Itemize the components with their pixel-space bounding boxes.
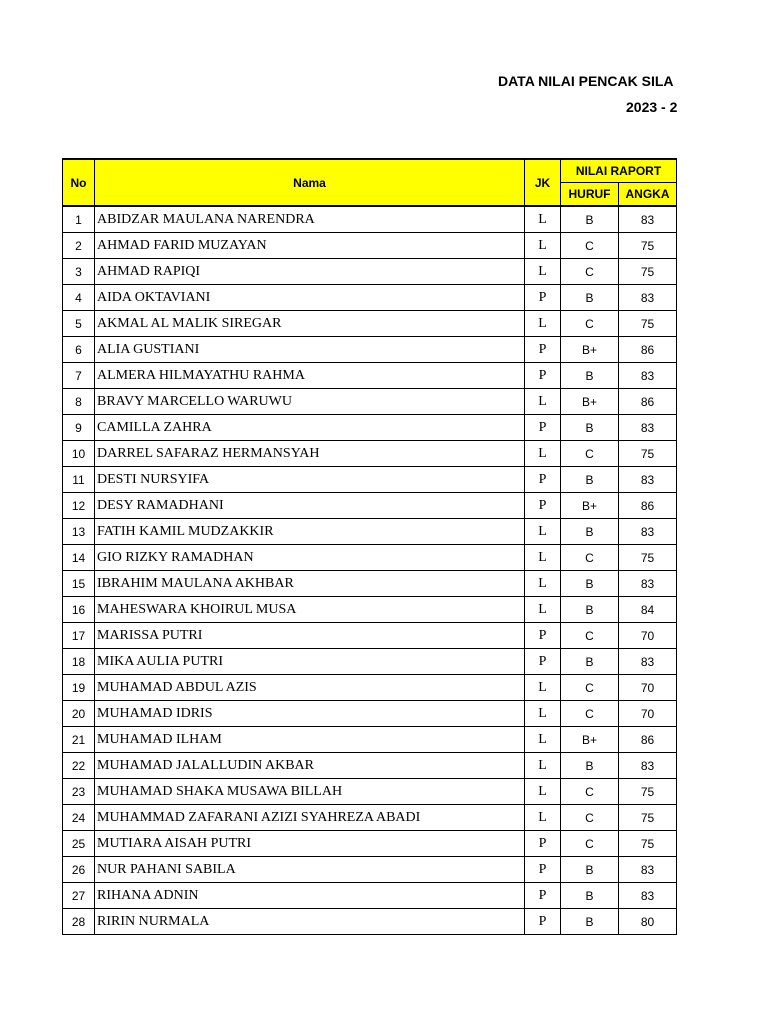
student-name-cell: ALMERA HILMAYATHU RAHMA bbox=[95, 363, 525, 389]
table-row bbox=[63, 805, 677, 831]
table-row bbox=[63, 415, 677, 441]
grade-score-cell: 75 bbox=[619, 259, 677, 285]
grade-score-cell: 84 bbox=[619, 597, 677, 623]
page-title: DATA NILAI PENCAK SILA bbox=[498, 73, 674, 89]
gender-cell: L bbox=[525, 597, 561, 623]
gender-cell: P bbox=[525, 493, 561, 519]
student-name-cell: GIO RIZKY RAMADHAN bbox=[95, 545, 525, 571]
table-row bbox=[63, 831, 677, 857]
grade-score-cell: 83 bbox=[619, 649, 677, 675]
grade-letter-cell: B+ bbox=[561, 389, 619, 415]
grade-letter-cell: B bbox=[561, 285, 619, 311]
gender-cell: P bbox=[525, 857, 561, 883]
gender-cell: L bbox=[525, 805, 561, 831]
gender-cell: L bbox=[525, 701, 561, 727]
student-name-cell: MUHAMAD JALALLUDIN AKBAR bbox=[95, 753, 525, 779]
table-body bbox=[63, 206, 677, 935]
row-number-cell: 22 bbox=[63, 753, 95, 779]
student-name-cell: DESTI NURSYIFA bbox=[95, 467, 525, 493]
row-number-cell: 6 bbox=[63, 337, 95, 363]
row-number-cell: 9 bbox=[63, 415, 95, 441]
row-number-cell: 23 bbox=[63, 779, 95, 805]
grade-letter-cell: C bbox=[561, 805, 619, 831]
grade-score-cell: 83 bbox=[619, 206, 677, 233]
table-row bbox=[63, 675, 677, 701]
grade-letter-cell: C bbox=[561, 779, 619, 805]
grade-score-cell: 75 bbox=[619, 545, 677, 571]
table-row bbox=[63, 753, 677, 779]
grade-score-cell: 75 bbox=[619, 233, 677, 259]
grade-letter-cell: B bbox=[561, 519, 619, 545]
row-number-cell: 19 bbox=[63, 675, 95, 701]
student-name-cell: MARISSA PUTRI bbox=[95, 623, 525, 649]
gender-cell: L bbox=[525, 545, 561, 571]
table-row bbox=[63, 233, 677, 259]
grade-letter-cell: C bbox=[561, 623, 619, 649]
gender-cell: L bbox=[525, 519, 561, 545]
student-name-cell: RIHANA ADNIN bbox=[95, 883, 525, 909]
table-row bbox=[63, 441, 677, 467]
table-row bbox=[63, 285, 677, 311]
row-number-cell: 25 bbox=[63, 831, 95, 857]
grade-score-cell: 83 bbox=[619, 363, 677, 389]
row-number-cell: 24 bbox=[63, 805, 95, 831]
header-nama: Nama bbox=[95, 159, 525, 206]
student-name-cell: DESY RAMADHANI bbox=[95, 493, 525, 519]
table-row bbox=[63, 467, 677, 493]
gender-cell: L bbox=[525, 779, 561, 805]
header-angka: ANGKA bbox=[619, 183, 677, 207]
table-row bbox=[63, 597, 677, 623]
table-row bbox=[63, 389, 677, 415]
gender-cell: P bbox=[525, 909, 561, 935]
grade-score-cell: 86 bbox=[619, 493, 677, 519]
table-row bbox=[63, 493, 677, 519]
student-name-cell: AHMAD FARID MUZAYAN bbox=[95, 233, 525, 259]
gender-cell: P bbox=[525, 415, 561, 441]
table-row bbox=[63, 727, 677, 753]
grade-letter-cell: B bbox=[561, 467, 619, 493]
row-number-cell: 8 bbox=[63, 389, 95, 415]
grade-score-cell: 70 bbox=[619, 623, 677, 649]
grade-letter-cell: C bbox=[561, 311, 619, 337]
student-name-cell: MUHAMAD IDRIS bbox=[95, 701, 525, 727]
gender-cell: L bbox=[525, 441, 561, 467]
table-row bbox=[63, 545, 677, 571]
grade-letter-cell: C bbox=[561, 545, 619, 571]
grade-letter-cell: B bbox=[561, 363, 619, 389]
grade-score-cell: 80 bbox=[619, 909, 677, 935]
gender-cell: L bbox=[525, 753, 561, 779]
grade-letter-cell: B bbox=[561, 571, 619, 597]
page-subtitle: 2023 - 2 bbox=[626, 99, 678, 115]
student-name-cell: ALIA GUSTIANI bbox=[95, 337, 525, 363]
student-name-cell: NUR PAHANI SABILA bbox=[95, 857, 525, 883]
grade-score-cell: 70 bbox=[619, 701, 677, 727]
grade-score-cell: 83 bbox=[619, 467, 677, 493]
grades-table bbox=[62, 158, 677, 935]
table-row bbox=[63, 259, 677, 285]
grade-letter-cell: B bbox=[561, 597, 619, 623]
row-number-cell: 7 bbox=[63, 363, 95, 389]
grade-score-cell: 83 bbox=[619, 883, 677, 909]
row-number-cell: 11 bbox=[63, 467, 95, 493]
student-name-cell: DARREL SAFARAZ HERMANSYAH bbox=[95, 441, 525, 467]
row-number-cell: 28 bbox=[63, 909, 95, 935]
grade-score-cell: 75 bbox=[619, 311, 677, 337]
gender-cell: L bbox=[525, 675, 561, 701]
student-name-cell: MUHAMAD SHAKA MUSAWA BILLAH bbox=[95, 779, 525, 805]
row-number-cell: 18 bbox=[63, 649, 95, 675]
table-row bbox=[63, 883, 677, 909]
row-number-cell: 4 bbox=[63, 285, 95, 311]
table-row bbox=[63, 649, 677, 675]
grade-score-cell: 83 bbox=[619, 285, 677, 311]
gender-cell: L bbox=[525, 233, 561, 259]
table-header bbox=[63, 159, 677, 206]
student-name-cell: MUTIARA AISAH PUTRI bbox=[95, 831, 525, 857]
grade-letter-cell: B bbox=[561, 649, 619, 675]
gender-cell: P bbox=[525, 831, 561, 857]
table-row bbox=[63, 701, 677, 727]
student-name-cell: IBRAHIM MAULANA AKHBAR bbox=[95, 571, 525, 597]
grade-letter-cell: B+ bbox=[561, 493, 619, 519]
table-row bbox=[63, 571, 677, 597]
grade-letter-cell: B bbox=[561, 415, 619, 441]
row-number-cell: 14 bbox=[63, 545, 95, 571]
student-name-cell: MUHAMAD ABDUL AZIS bbox=[95, 675, 525, 701]
grade-letter-cell: C bbox=[561, 701, 619, 727]
student-name-cell: MAHESWARA KHOIRUL MUSA bbox=[95, 597, 525, 623]
table-row bbox=[63, 363, 677, 389]
student-name-cell: RIRIN NURMALA bbox=[95, 909, 525, 935]
table-row bbox=[63, 857, 677, 883]
grade-score-cell: 83 bbox=[619, 519, 677, 545]
table-row bbox=[63, 337, 677, 363]
grade-letter-cell: B+ bbox=[561, 337, 619, 363]
student-name-cell: MUHAMMAD ZAFARANI AZIZI SYAHREZA ABADI bbox=[95, 805, 525, 831]
student-name-cell: MIKA AULIA PUTRI bbox=[95, 649, 525, 675]
student-name-cell: CAMILLA ZAHRA bbox=[95, 415, 525, 441]
grade-score-cell: 86 bbox=[619, 389, 677, 415]
grade-letter-cell: C bbox=[561, 259, 619, 285]
row-number-cell: 12 bbox=[63, 493, 95, 519]
gender-cell: P bbox=[525, 337, 561, 363]
gender-cell: L bbox=[525, 389, 561, 415]
grade-score-cell: 75 bbox=[619, 779, 677, 805]
gender-cell: L bbox=[525, 311, 561, 337]
grade-letter-cell: B bbox=[561, 206, 619, 233]
grade-score-cell: 75 bbox=[619, 441, 677, 467]
student-name-cell: ABIDZAR MAULANA NARENDRA bbox=[95, 206, 525, 233]
grade-score-cell: 83 bbox=[619, 753, 677, 779]
table-row bbox=[63, 623, 677, 649]
row-number-cell: 10 bbox=[63, 441, 95, 467]
table-row bbox=[63, 311, 677, 337]
student-name-cell: AHMAD RAPIQI bbox=[95, 259, 525, 285]
grade-letter-cell: C bbox=[561, 233, 619, 259]
gender-cell: P bbox=[525, 363, 561, 389]
grade-letter-cell: C bbox=[561, 441, 619, 467]
gender-cell: L bbox=[525, 206, 561, 233]
grade-score-cell: 70 bbox=[619, 675, 677, 701]
row-number-cell: 21 bbox=[63, 727, 95, 753]
gender-cell: L bbox=[525, 259, 561, 285]
row-number-cell: 1 bbox=[63, 206, 95, 233]
grade-score-cell: 83 bbox=[619, 415, 677, 441]
gender-cell: P bbox=[525, 883, 561, 909]
student-name-cell: BRAVY MARCELLO WARUWU bbox=[95, 389, 525, 415]
row-number-cell: 15 bbox=[63, 571, 95, 597]
row-number-cell: 5 bbox=[63, 311, 95, 337]
gender-cell: P bbox=[525, 285, 561, 311]
grade-score-cell: 75 bbox=[619, 805, 677, 831]
row-number-cell: 16 bbox=[63, 597, 95, 623]
grade-score-cell: 83 bbox=[619, 571, 677, 597]
grade-letter-cell: B+ bbox=[561, 727, 619, 753]
grade-letter-cell: C bbox=[561, 675, 619, 701]
row-number-cell: 20 bbox=[63, 701, 95, 727]
row-number-cell: 26 bbox=[63, 857, 95, 883]
student-name-cell: MUHAMAD ILHAM bbox=[95, 727, 525, 753]
gender-cell: P bbox=[525, 649, 561, 675]
grade-score-cell: 86 bbox=[619, 337, 677, 363]
header-no: No bbox=[63, 159, 95, 206]
grade-letter-cell: B bbox=[561, 753, 619, 779]
gender-cell: L bbox=[525, 571, 561, 597]
student-name-cell: AIDA OKTAVIANI bbox=[95, 285, 525, 311]
grade-letter-cell: B bbox=[561, 883, 619, 909]
grade-letter-cell: B bbox=[561, 857, 619, 883]
student-name-cell: AKMAL AL MALIK SIREGAR bbox=[95, 311, 525, 337]
grade-score-cell: 83 bbox=[619, 857, 677, 883]
header-jk: JK bbox=[525, 159, 561, 206]
grade-score-cell: 86 bbox=[619, 727, 677, 753]
table-row bbox=[63, 909, 677, 935]
grade-letter-cell: C bbox=[561, 831, 619, 857]
row-number-cell: 2 bbox=[63, 233, 95, 259]
grade-letter-cell: B bbox=[561, 909, 619, 935]
header-nilai-raport: NILAI RAPORT bbox=[561, 159, 677, 183]
header-huruf: HURUF bbox=[561, 183, 619, 207]
row-number-cell: 27 bbox=[63, 883, 95, 909]
row-number-cell: 3 bbox=[63, 259, 95, 285]
table-row bbox=[63, 519, 677, 545]
student-name-cell: FATIH KAMIL MUDZAKKIR bbox=[95, 519, 525, 545]
gender-cell: L bbox=[525, 727, 561, 753]
row-number-cell: 17 bbox=[63, 623, 95, 649]
gender-cell: P bbox=[525, 467, 561, 493]
table-row bbox=[63, 206, 677, 233]
grade-score-cell: 75 bbox=[619, 831, 677, 857]
row-number-cell: 13 bbox=[63, 519, 95, 545]
table-row bbox=[63, 779, 677, 805]
gender-cell: P bbox=[525, 623, 561, 649]
